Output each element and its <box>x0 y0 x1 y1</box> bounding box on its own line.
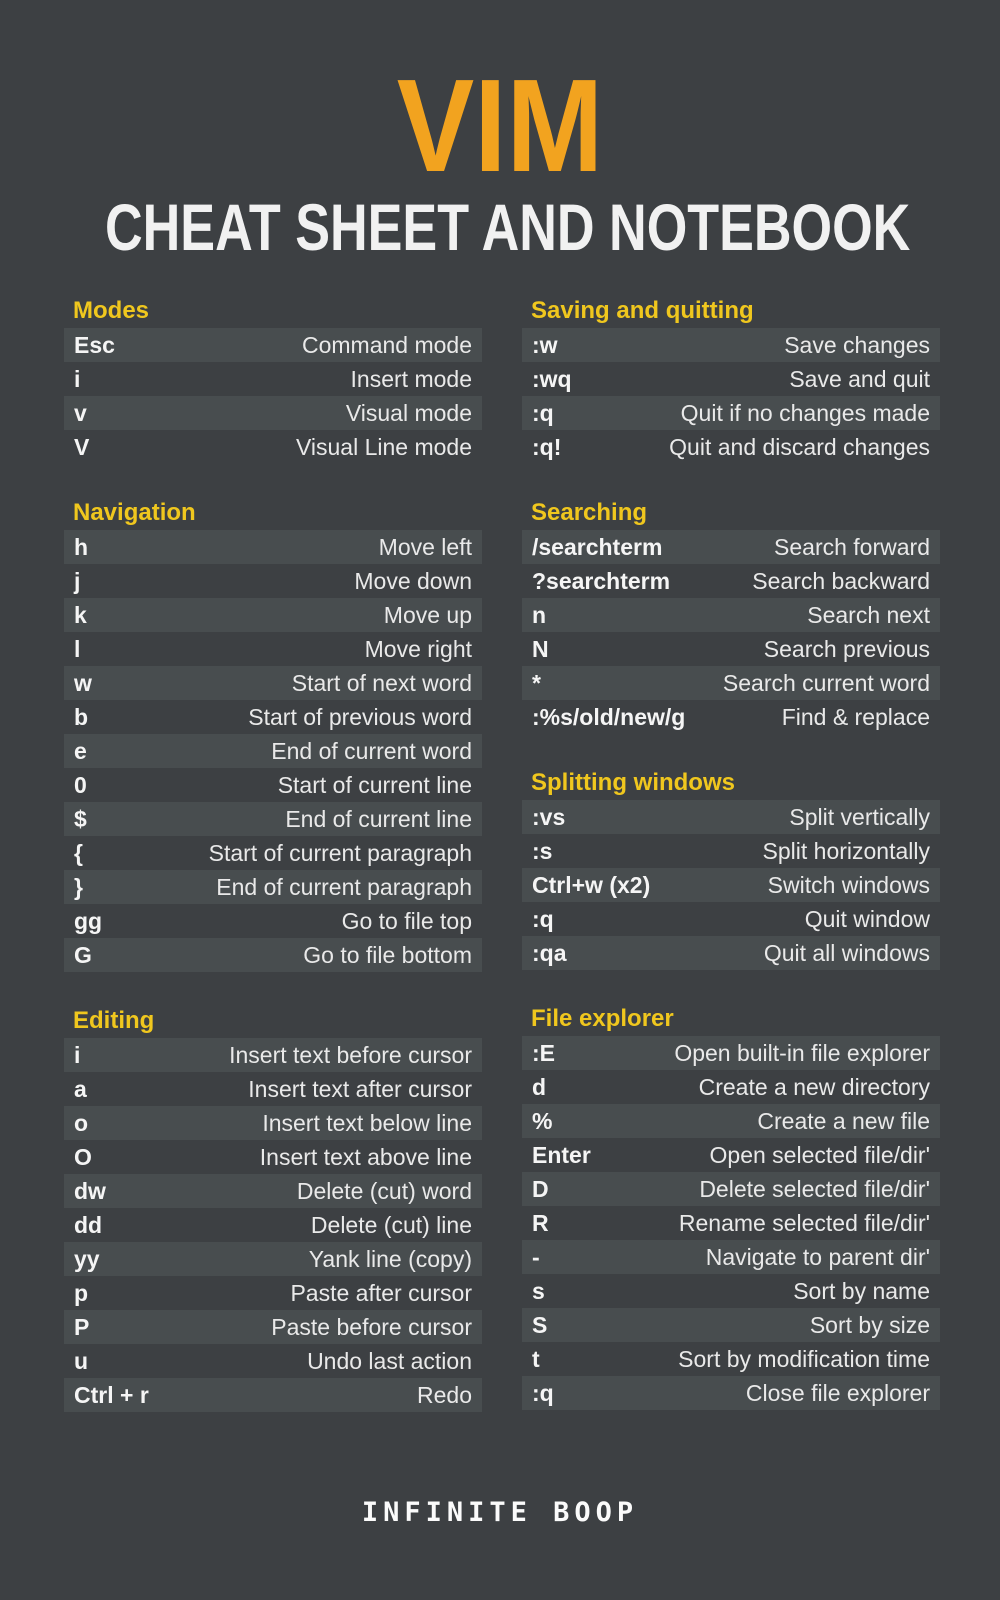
shortcut-desc: Find & replace <box>781 704 930 730</box>
cheat-sheet-columns <box>64 298 940 1448</box>
shortcut-key: G <box>74 942 92 968</box>
shortcut-row <box>522 1206 940 1240</box>
shortcut-key: % <box>532 1108 553 1134</box>
shortcut-row <box>522 1274 940 1308</box>
shortcut-desc: Start of next word <box>291 670 472 696</box>
column-left <box>64 298 482 1448</box>
shortcut-desc: Delete (cut) line <box>310 1212 472 1238</box>
shortcut-key: Enter <box>532 1142 591 1168</box>
shortcut-row <box>64 396 482 430</box>
shortcut-desc: Insert text before cursor <box>229 1042 472 1068</box>
shortcut-row <box>64 700 482 734</box>
shortcut-desc: End of current word <box>271 738 472 764</box>
shortcut-desc: Search next <box>807 602 930 628</box>
shortcut-desc: Sort by modification time <box>678 1346 930 1372</box>
shortcut-row <box>64 938 482 972</box>
shortcut-desc: Open selected file/dir' <box>709 1142 930 1168</box>
shortcut-row <box>64 328 482 362</box>
shortcut-desc: Start of current line <box>277 772 472 798</box>
shortcut-desc: Quit window <box>804 906 930 932</box>
section-navigation <box>64 500 482 972</box>
shortcut-key: S <box>532 1312 548 1338</box>
shortcut-desc: Paste before cursor <box>271 1314 472 1340</box>
shortcut-key: dw <box>74 1178 106 1204</box>
shortcut-key: :E <box>532 1040 555 1066</box>
shortcut-row <box>64 1378 482 1412</box>
shortcut-row <box>64 1174 482 1208</box>
shortcut-row <box>64 870 482 904</box>
shortcut-key: d <box>532 1074 547 1100</box>
shortcut-row <box>522 530 940 564</box>
shortcut-row <box>522 564 940 598</box>
shortcut-key: p <box>74 1280 89 1306</box>
shortcut-row <box>522 666 940 700</box>
shortcut-key: yy <box>74 1246 100 1272</box>
section-modes <box>64 298 482 464</box>
shortcut-desc: Save changes <box>784 332 930 358</box>
shortcut-desc: Split horizontally <box>762 838 930 864</box>
header <box>0 0 1000 264</box>
shortcut-row <box>64 836 482 870</box>
shortcut-row <box>522 1036 940 1070</box>
shortcut-key: j <box>74 568 81 594</box>
shortcut-desc: Navigate to parent dir' <box>705 1244 930 1270</box>
shortcut-desc: Go to file top <box>341 908 472 934</box>
shortcut-desc: Redo <box>417 1382 472 1408</box>
shortcut-key: :q! <box>532 434 562 460</box>
shortcut-row <box>64 530 482 564</box>
shortcut-key: e <box>74 738 87 764</box>
shortcut-desc: Start of previous word <box>248 704 472 730</box>
shortcut-key: t <box>532 1346 540 1372</box>
shortcut-key: $ <box>74 806 87 832</box>
shortcut-key: Esc <box>74 332 115 358</box>
shortcut-row <box>64 666 482 700</box>
shortcut-row <box>522 800 940 834</box>
page-title: VIM <box>396 52 604 199</box>
shortcut-key: :s <box>532 838 553 864</box>
shortcut-key: O <box>74 1144 92 1170</box>
shortcut-row <box>64 768 482 802</box>
shortcut-row <box>522 902 940 936</box>
section-editing <box>64 1008 482 1412</box>
shortcut-key: :wq <box>532 366 572 392</box>
shortcut-row <box>522 632 940 666</box>
shortcut-row <box>522 1308 940 1342</box>
shortcut-desc: Delete (cut) word <box>296 1178 472 1204</box>
shortcut-desc: Yank line (copy) <box>308 1246 472 1272</box>
shortcut-key: i <box>74 366 81 392</box>
shortcut-key: R <box>532 1210 549 1236</box>
section-title: Searching <box>531 499 648 526</box>
shortcut-desc: Insert text after cursor <box>248 1076 472 1102</box>
shortcut-desc: Sort by name <box>793 1278 930 1304</box>
shortcut-row <box>522 1376 940 1410</box>
shortcut-row <box>522 1104 940 1138</box>
shortcut-row <box>64 632 482 666</box>
shortcut-row <box>522 1138 940 1172</box>
shortcut-desc: Quit and discard changes <box>669 434 930 460</box>
shortcut-row <box>64 1344 482 1378</box>
shortcut-desc: Close file explorer <box>745 1380 930 1406</box>
shortcut-key: i <box>74 1042 81 1068</box>
shortcut-key: a <box>74 1076 87 1102</box>
shortcut-row <box>64 1072 482 1106</box>
shortcut-key: * <box>532 670 541 696</box>
shortcut-key: o <box>74 1110 89 1136</box>
footer <box>0 1497 1000 1528</box>
section-title: Modes <box>73 297 150 324</box>
shortcut-desc: Search forward <box>774 534 930 560</box>
shortcut-desc: Move right <box>364 636 472 662</box>
shortcut-key: s <box>532 1278 545 1304</box>
column-right <box>522 298 940 1448</box>
shortcut-key: :q <box>532 906 554 932</box>
section-title: Editing <box>73 1007 155 1034</box>
shortcut-row <box>522 328 940 362</box>
shortcut-row <box>64 598 482 632</box>
section-title: Splitting windows <box>531 769 735 796</box>
shortcut-desc: Move down <box>354 568 472 594</box>
shortcut-key: u <box>74 1348 89 1374</box>
shortcut-row <box>522 1342 940 1376</box>
shortcut-desc: Split vertically <box>789 804 930 830</box>
shortcut-desc: Search current word <box>722 670 930 696</box>
shortcut-row <box>522 700 940 734</box>
shortcut-desc: Insert text above line <box>259 1144 472 1170</box>
shortcut-key: n <box>532 602 547 628</box>
shortcut-desc: Save and quit <box>789 366 930 392</box>
shortcut-key: P <box>74 1314 90 1340</box>
section-title: File explorer <box>531 1005 674 1032</box>
shortcut-desc: Move up <box>383 602 472 628</box>
shortcut-row <box>64 1208 482 1242</box>
section-saving-and-quitting <box>522 298 940 464</box>
shortcut-key: { <box>74 840 83 866</box>
shortcut-desc: Command mode <box>301 332 472 358</box>
shortcut-desc: Search previous <box>763 636 930 662</box>
shortcut-desc: Delete selected file/dir' <box>699 1176 930 1202</box>
shortcut-desc: Switch windows <box>767 872 930 898</box>
shortcut-key: :q <box>532 1380 554 1406</box>
shortcut-key: v <box>74 400 87 426</box>
shortcut-row <box>64 564 482 598</box>
shortcut-key: :vs <box>532 804 566 830</box>
shortcut-desc: Search backward <box>752 568 930 594</box>
shortcut-key: k <box>74 602 87 628</box>
shortcut-row <box>64 1242 482 1276</box>
shortcut-desc: Create a new file <box>757 1108 930 1134</box>
shortcut-row <box>64 430 482 464</box>
shortcut-desc: Go to file bottom <box>303 942 472 968</box>
shortcut-row <box>64 802 482 836</box>
shortcut-desc: Quit if no changes made <box>680 400 930 426</box>
shortcut-desc: Undo last action <box>307 1348 472 1374</box>
shortcut-row <box>64 904 482 938</box>
section-title: Navigation <box>73 499 196 526</box>
shortcut-row <box>522 362 940 396</box>
shortcut-row <box>522 430 940 464</box>
section-searching <box>522 500 940 734</box>
shortcut-desc: Open built-in file explorer <box>674 1040 930 1066</box>
section-splitting-windows <box>522 770 940 970</box>
shortcut-key: dd <box>74 1212 103 1238</box>
shortcut-row <box>64 1038 482 1072</box>
shortcut-key: V <box>74 434 90 460</box>
shortcut-key: :w <box>532 332 558 358</box>
shortcut-key: /searchterm <box>532 534 663 560</box>
shortcut-desc: Insert mode <box>350 366 472 392</box>
section-file-explorer <box>522 1006 940 1410</box>
shortcut-desc: End of current paragraph <box>216 874 472 900</box>
shortcut-row <box>522 396 940 430</box>
shortcut-key: ?searchterm <box>532 568 671 594</box>
shortcut-desc: Quit all windows <box>763 940 930 966</box>
shortcut-desc: Visual Line mode <box>295 434 472 460</box>
shortcut-key: N <box>532 636 549 662</box>
shortcut-key: } <box>74 874 83 900</box>
shortcut-desc: Move left <box>378 534 472 560</box>
shortcut-desc: End of current line <box>285 806 472 832</box>
page-subtitle: CHEAT SHEET AND NOTEBOOK <box>105 190 911 264</box>
shortcut-row <box>522 1240 940 1274</box>
shortcut-key: gg <box>74 908 103 934</box>
shortcut-row <box>64 1106 482 1140</box>
shortcut-key: :%s/old/new/g <box>532 704 686 730</box>
shortcut-desc: Create a new directory <box>698 1074 930 1100</box>
shortcut-key: - <box>532 1244 540 1270</box>
shortcut-desc: Visual mode <box>345 400 472 426</box>
shortcut-key: l <box>74 636 81 662</box>
shortcut-desc: Paste after cursor <box>290 1280 472 1306</box>
shortcut-row <box>64 1276 482 1310</box>
shortcut-row <box>522 1070 940 1104</box>
shortcut-row <box>64 1140 482 1174</box>
shortcut-row <box>522 868 940 902</box>
shortcut-row <box>64 1310 482 1344</box>
shortcut-desc: Sort by size <box>809 1312 930 1338</box>
shortcut-key: :qa <box>532 940 567 966</box>
shortcut-row <box>522 598 940 632</box>
shortcut-key: h <box>74 534 89 560</box>
shortcut-row <box>522 834 940 868</box>
shortcut-key: b <box>74 704 89 730</box>
shortcut-key: 0 <box>74 772 87 798</box>
section-title: Saving and quitting <box>531 297 754 324</box>
shortcut-key: Ctrl + r <box>74 1382 149 1408</box>
shortcut-desc: Insert text below line <box>262 1110 472 1136</box>
shortcut-row <box>522 936 940 970</box>
shortcut-desc: Rename selected file/dir' <box>678 1210 930 1236</box>
shortcut-row <box>64 362 482 396</box>
shortcut-key: w <box>74 670 92 696</box>
shortcut-key: D <box>532 1176 549 1202</box>
shortcut-row <box>522 1172 940 1206</box>
brand-logo: INFINITE BOOP <box>361 1497 639 1528</box>
shortcut-row <box>64 734 482 768</box>
shortcut-key: Ctrl+w (x2) <box>532 872 651 898</box>
shortcut-key: :q <box>532 400 554 426</box>
shortcut-desc: Start of current paragraph <box>208 840 472 866</box>
